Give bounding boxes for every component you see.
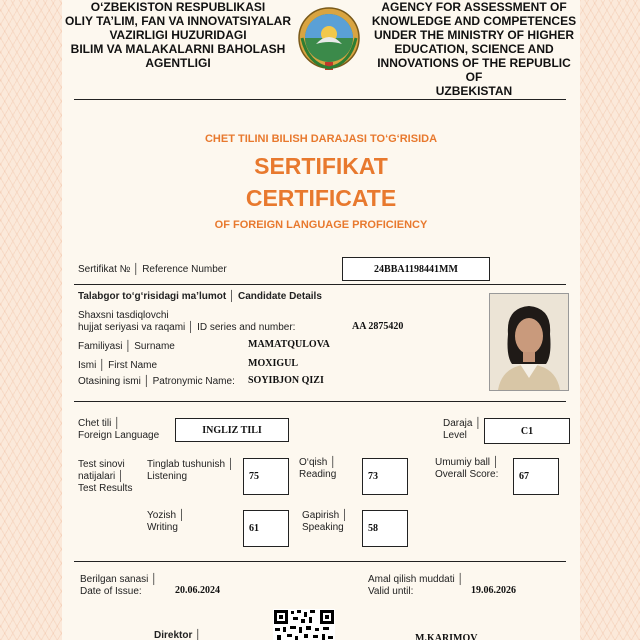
overall-score: 67 — [519, 471, 529, 482]
first-name-label: Ismi │ First Name — [78, 360, 158, 371]
reference-number: 24BBA1198441MM — [374, 263, 458, 275]
speaking-score: 58 — [368, 523, 378, 534]
writing-label: Yozish │ Writing — [147, 510, 186, 533]
listening-score: 75 — [249, 471, 259, 482]
header-divider — [74, 99, 566, 100]
director-name: M.KARIMOV — [415, 633, 478, 640]
candidate-photo — [489, 293, 569, 391]
title-en: CERTIFICATE — [245, 185, 397, 211]
writing-score: 61 — [249, 523, 259, 534]
issue-date-label: Berilgan sanasi │ Date of Issue: — [80, 574, 158, 597]
title-uz: SERTIFIKAT — [254, 153, 388, 179]
patronymic-value: SOYIBJON QIZI — [248, 375, 324, 386]
level-value: C1 — [520, 425, 534, 437]
candidate-divider — [74, 401, 566, 402]
director-label: Direktor │ — [154, 630, 202, 640]
valid-until-value: 19.06.2026 — [471, 585, 516, 596]
header-right-text: AGENCY FOR ASSESSMENT OF KNOWLEDGE AND COMPETENCES UNDER THE MINISTRY OF HIGHER EDUCATION, SCIENCE AND INNOVATIONS OF THE REPUBLIC OF UZBEKISTAN — [371, 0, 577, 98]
issue-date-value: 20.06.2024 — [175, 585, 220, 596]
reading-label: O‘qish │ Reading — [299, 457, 337, 480]
patronymic-label: Otasining ismi │ Patronymic Name: — [78, 376, 235, 387]
language-value: INGLIZ TILI — [202, 424, 262, 436]
reference-divider — [74, 284, 566, 285]
surname-value: MAMATQULOVA — [248, 339, 330, 350]
id-value: AA 2875420 — [352, 321, 404, 332]
reading-box — [362, 458, 408, 495]
surname-label: Familiyasi │ Surname — [78, 341, 175, 352]
language-label: Chet tili │ Foreign Language — [78, 418, 160, 441]
overall-box — [513, 458, 559, 495]
level-label: Daraja │ Level — [443, 418, 482, 441]
subtitle-uz: CHET TILINI BILISH DARAJASI TO‘G‘RISIDA — [204, 133, 438, 145]
candidate-heading: Talabgor to‘g‘risidagi ma’lumot │ Candidate Details — [78, 291, 322, 302]
writing-box — [243, 510, 289, 547]
speaking-box — [362, 510, 408, 547]
reference-label: Sertifikat № │ Reference Number — [78, 264, 227, 275]
qr-code-icon — [273, 609, 335, 640]
subtitle-en: OF FOREIGN LANGUAGE PROFICIENCY — [214, 219, 428, 231]
language-box — [175, 418, 289, 442]
valid-until-label: Amal qilish muddati │ Valid until: — [368, 574, 464, 597]
results-label: Test sinovi natijalari │ Test Results — [78, 459, 133, 494]
id-label: Shaxsni tasdiqlovchi hujjat seriyasi va raqami │ ID series and number: — [78, 310, 296, 333]
listening-label: Tinglab tushunish │ Listening — [147, 459, 235, 482]
state-emblem-icon — [296, 4, 362, 74]
results-divider — [74, 561, 566, 562]
header-left-text: O‘ZBEKISTON RESPUBLIKASI OLIY TA’LIM, FAN VA INNOVATSIYALAR VAZIRLIGI HUZURIDAGI BILIM VA MALAKALARNI BAHOLASH AGENTLIGI — [64, 0, 291, 70]
listening-box — [243, 458, 289, 495]
level-box — [484, 418, 570, 444]
first-name-value: MOXIGUL — [248, 358, 298, 369]
reference-number-box — [342, 257, 490, 281]
reading-score: 73 — [368, 471, 378, 482]
overall-label: Umumiy ball │ Overall Score: — [435, 457, 500, 480]
speaking-label: Gapirish │ Speaking — [302, 510, 349, 533]
